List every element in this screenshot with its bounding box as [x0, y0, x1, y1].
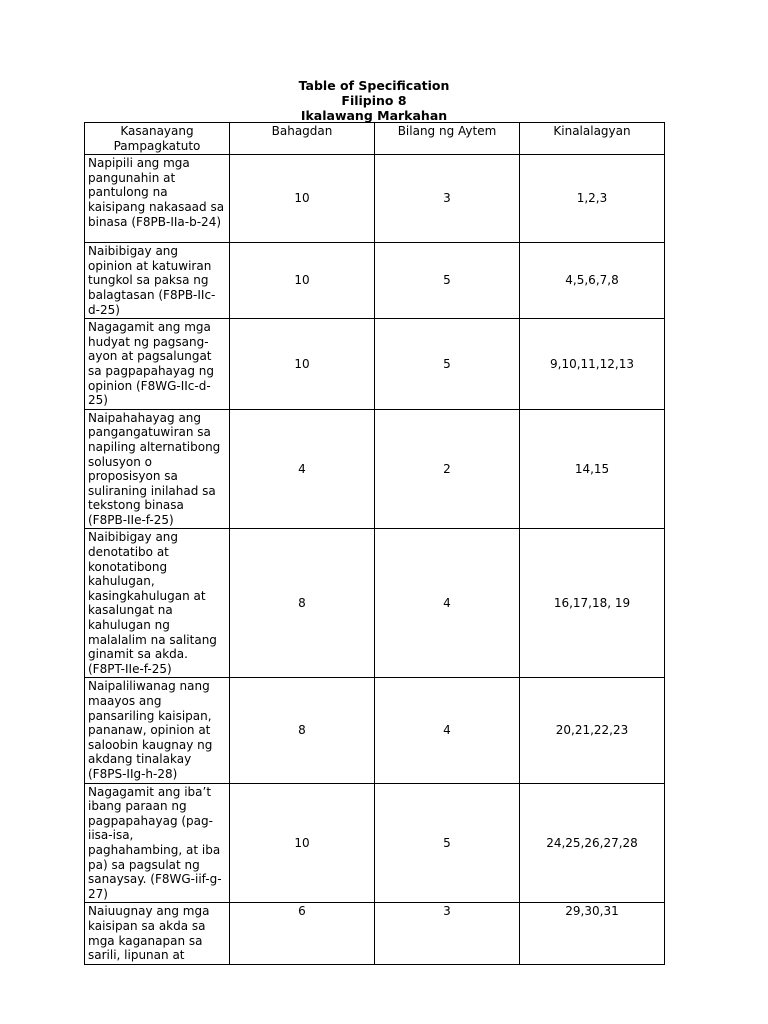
table-row [85, 678, 665, 783]
table-row [85, 243, 665, 319]
percent-cell: 6 [230, 903, 375, 964]
table-row [85, 783, 665, 903]
competency-cell: Napipili ang mga pangunahin at pantulong na kaisipang nakasaad sa binasa (F8PB-IIa-b-24) [85, 155, 230, 243]
competency-cell: Naipaliliwanag nang maayos ang pansariling kaisipan, pananaw, opinion at saloobin kaugnay ng akdang tinalakay (F8PS-IIg-h-28) [85, 678, 230, 783]
placement-cell: 1,2,3 [520, 155, 665, 243]
title-line-1: Table of Specification [298, 78, 450, 93]
placement-cell: 4,5,6,7,8 [520, 243, 665, 319]
title-line-2: Filipino 8 [341, 93, 407, 108]
header-row [85, 123, 665, 155]
competency-cell: Nagagamit ang mga hudyat ng pagsang-ayon at pagsalungat sa pagpapahayag ng opinion (F8WG-IIc-d-25) [85, 319, 230, 410]
document-title [84, 78, 664, 123]
items-cell: 5 [375, 783, 520, 903]
header-competency: Kasanayang Pampagkatuto [85, 123, 230, 155]
items-cell: 3 [375, 155, 520, 243]
items-cell: 5 [375, 319, 520, 410]
specification-table [84, 122, 665, 965]
table-row [85, 903, 665, 964]
percent-cell: 8 [230, 678, 375, 783]
placement-cell: 24,25,26,27,28 [520, 783, 665, 903]
placement-cell: 20,21,22,23 [520, 678, 665, 783]
placement-cell: 29,30,31 [520, 903, 665, 964]
percent-cell: 4 [230, 409, 375, 529]
percent-cell: 10 [230, 155, 375, 243]
placement-cell: 9,10,11,12,13 [520, 319, 665, 410]
header-percent: Bahagdan [230, 123, 375, 155]
items-cell: 2 [375, 409, 520, 529]
header-items: Bilang ng Aytem [375, 123, 520, 155]
title-line-3: Ikalawang Markahan [300, 108, 448, 123]
percent-cell: 8 [230, 529, 375, 678]
placement-cell: 16,17,18, 19 [520, 529, 665, 678]
percent-cell: 10 [230, 783, 375, 903]
table-row [85, 319, 665, 410]
percent-cell: 10 [230, 319, 375, 410]
items-cell: 4 [375, 529, 520, 678]
table-row [85, 529, 665, 678]
items-cell: 3 [375, 903, 520, 964]
competency-cell: Naibibigay ang denotatibo at konotatibong kahulugan, kasingkahulugan at kasalungat na kahulugan ng malalalim na salitang ginamit sa akda. (F8PT-IIe-f-25) [85, 529, 230, 678]
competency-cell: Naipahahayag ang pangangatuwiran sa napiling alternatibong solusyon o proposisyon sa suliraning inilahad sa tekstong binasa (F8PB-IIe-f-25) [85, 409, 230, 529]
percent-cell: 10 [230, 243, 375, 319]
placement-cell: 14,15 [520, 409, 665, 529]
competency-cell: Naibibigay ang opinion at katuwiran tungkol sa paksa ng balagtasan (F8PB-IIc-d-25) [85, 243, 230, 319]
table-row [85, 155, 665, 243]
header-placement: Kinalalagyan [520, 123, 665, 155]
table-row [85, 409, 665, 529]
competency-cell: Nagagamit ang iba’t ibang paraan ng pagpapahayag (pag-iisa-isa, paghahambing, at iba pa) sa pagsulat ng sanaysay. (F8WG-iif-g-27) [85, 783, 230, 903]
items-cell: 5 [375, 243, 520, 319]
items-cell: 4 [375, 678, 520, 783]
competency-cell: Naiuugnay ang mga kaisipan sa akda sa mga kaganapan sa sarili, lipunan at [85, 903, 230, 964]
